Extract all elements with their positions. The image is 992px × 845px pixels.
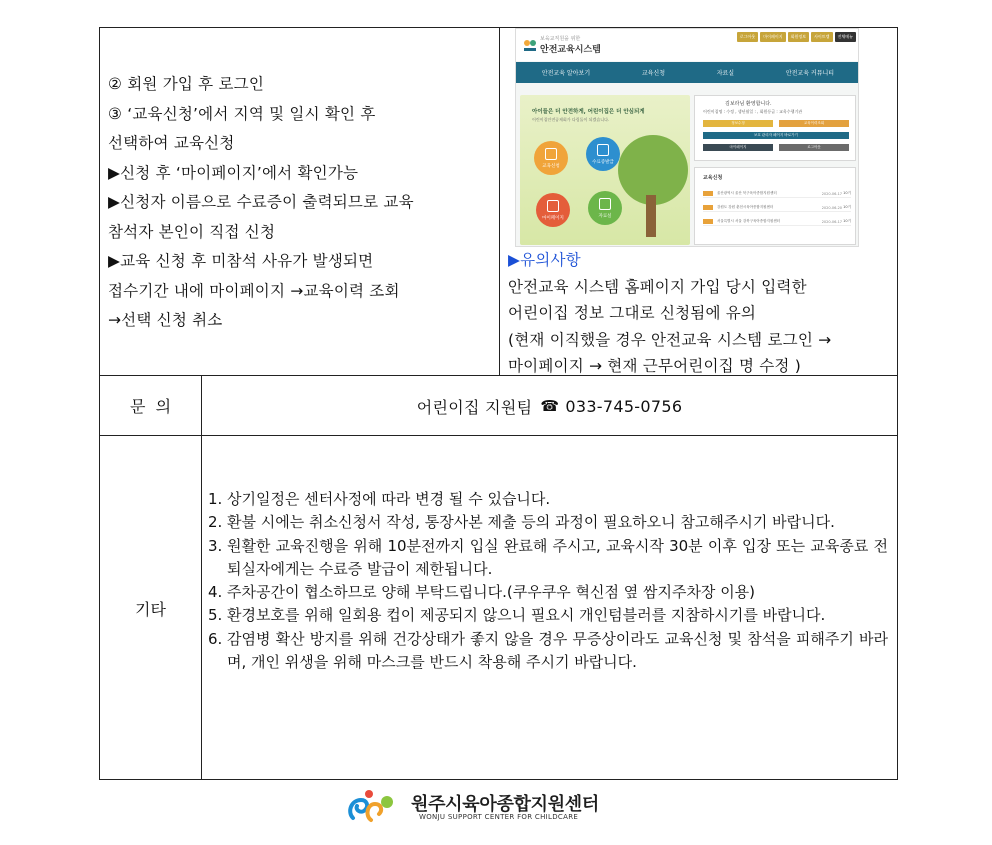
top-button-mypage: 마이페이지 (760, 32, 785, 42)
site-title: 안전교육시스템 (540, 45, 601, 55)
course-box-title: 교육신청 (703, 175, 723, 181)
info-table (99, 27, 898, 780)
site-nav-item: 교육신청 (641, 70, 666, 77)
site-screenshot (515, 28, 859, 247)
footer-logo-block (345, 788, 605, 828)
login-box (694, 95, 856, 161)
tree-trunk (646, 195, 656, 237)
site-nav (516, 62, 859, 83)
top-button-logout: 로그아웃 (737, 32, 758, 42)
site-nav-item: 안전교육 알아보기 (541, 70, 591, 77)
mypage-icon (547, 200, 559, 212)
site-nav-item: 안전교육 커뮤니티 (785, 70, 835, 77)
phone-icon: ☎ (540, 397, 560, 415)
site-header (516, 29, 859, 61)
other-list (208, 488, 888, 674)
mypage-button: 마이페이지 (703, 144, 773, 151)
inquiry-team: 어린이집 지원팀 (416, 397, 533, 417)
list-item: 2. 환불 시에는 취소신청서 작성, 통장사본 제출 등의 과정이 필요하오니 참고해주시기 바랍니다. (208, 513, 835, 532)
login-welcome: 김보라님 환영합니다. (725, 101, 772, 107)
inquiry-phone: 033-745-0756 (565, 396, 683, 416)
top-button-allmenu: 전체메뉴 (835, 32, 856, 42)
history-button: 교육이력조회 (779, 120, 849, 127)
top-button-sitemap: 사이트맵 (811, 32, 832, 42)
site-logo-icon (522, 37, 538, 53)
bubble-mypage: 마이페이지 (536, 193, 570, 227)
other-label: 기타 (100, 436, 202, 780)
admin-link-button: 보호 관리자 페이지 바로가기 (703, 132, 849, 139)
hero-title: 아이들은 더 안전하게, 어린이집은 더 안심되게 (532, 109, 645, 115)
list-item: 5. 환경보호를 위해 일회용 컵이 제공되지 않으니 필요시 개인텀블러를 지참하시기를 바랍니다. (208, 606, 826, 625)
course-box (694, 167, 856, 245)
row-inquiry (100, 376, 897, 436)
site-nav-item: 자료실 (716, 70, 735, 77)
center-english-name: WONJU SUPPORT CENTER FOR CHILDCARE (419, 813, 579, 821)
site-subtitle: 보육교직원을 위한 (540, 36, 581, 42)
list-item: 6. 감염병 확산 방지를 위해 건강상태가 좋지 않을 경우 무증상이라도 교육신청 및 참석을 피해주기 바라며, 개인 위생을 위해 마스크를 반드시 착용해 주시기 바랍니다. (208, 629, 888, 672)
inquiry-value (202, 376, 897, 436)
hero-right-panel (694, 95, 856, 245)
hero-subtitle: 어린이집안전공제회가 다림돌이 되겠습니다. (532, 117, 610, 122)
notice-cell (500, 28, 897, 376)
bubble-apply: 교육신청 (534, 141, 568, 175)
course-row: 울산광역시 울산 북구육아종합지원센터 2020-06-17 10기 (703, 190, 851, 198)
row-application-guide (100, 28, 897, 376)
course-row: 서울특별시 서울 강북구육아종합지원센터 2020-06-17 10기 (703, 218, 851, 226)
bubble-certificate: 수료증발급 (586, 137, 620, 171)
apply-icon (545, 148, 557, 160)
site-hero (516, 83, 859, 247)
notice-title: ▶유의사항 (508, 251, 581, 269)
list-item: 4. 주차공간이 협소하므로 양해 부탁드립니다.(쿠우쿠우 혁신점 옆 쌈지주차장 이용) (208, 583, 756, 602)
center-logo-icon (345, 788, 397, 828)
steps-text: ② 회원 가입 후 로그인 ③ ‘교육신청’에서 지역 및 일시 확인 후 선택하여 교육신청 ▶신청 후 ‘마이페이지’에서 확인가능 ▶신청자 이름으로 수료증이 출력되므로 교육 참석자 본인이 직접 신청 ▶교육 신청 후 미참석 사유가 발생되면 접수기간 내에 마이페이지 →교육이력 조회 →선택 신청 취소 (108, 75, 414, 329)
bubble-library: 자료실 (588, 191, 622, 225)
login-info: 어린이집명 : 수정 , 생년월일 : , 회원등급 : 교육수행기관 (703, 109, 803, 114)
inquiry-label: 문 의 (100, 376, 202, 435)
notice-text (508, 247, 895, 380)
notice-body: 안전교육 시스템 홈페이지 가입 당시 입력한 어린이집 정보 그대로 신청됨에 유의 (현재 이직했을 경우 안전교육 시스템 로그인 → 마이페이지 → 현재 근무어린이집 명 수정 ) (508, 277, 832, 375)
edit-info-button: 정보수정 (703, 120, 773, 127)
top-button-member: 회원정보 (788, 32, 809, 42)
certificate-icon (597, 144, 609, 156)
center-name: 원주시육아종합지원센터 (411, 794, 599, 815)
steps-cell (100, 28, 500, 376)
logout-button: 로그아웃 (779, 144, 849, 151)
list-item: 3. 원활한 교육진행을 위해 10분전까지 입실 완료해 주시고, 교육시작 30분 이후 입장 또는 교육종료 전 퇴실자에게는 수료증 발급이 제한됩니다. (208, 536, 888, 578)
library-icon (599, 198, 611, 210)
row-other (100, 436, 897, 780)
site-top-buttons (737, 32, 856, 42)
course-row: 강원도 강원 춘천시육아종합지원센터 2020-06-20 10기 (703, 204, 851, 212)
list-item: 1. 상기일정은 센터사정에 따라 변경 될 수 있습니다. (208, 490, 551, 508)
